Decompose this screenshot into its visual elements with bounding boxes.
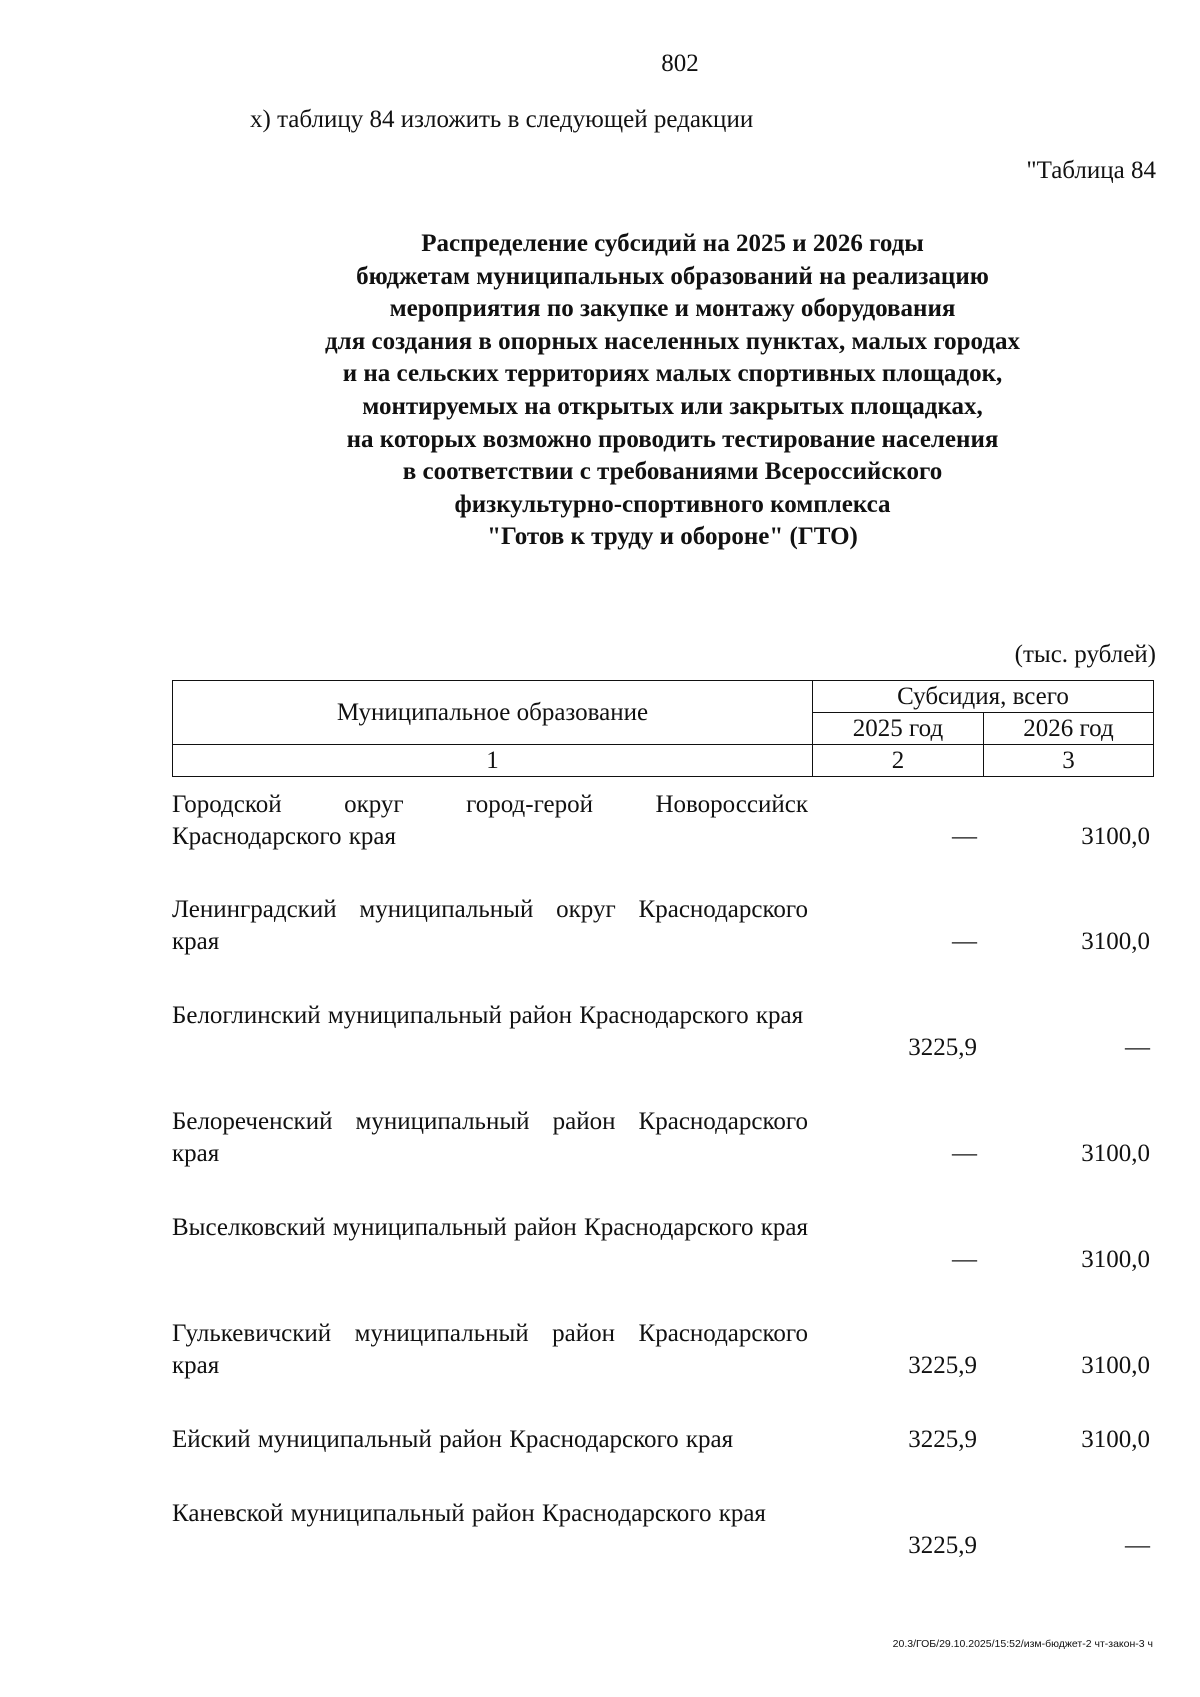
table-row bbox=[172, 1498, 1154, 1562]
heading-line: "Готов к труду и обороне" (ГТО) bbox=[487, 523, 858, 551]
table-body bbox=[172, 789, 1154, 1562]
row-municipality: Гулькевичский муниципальный район Краснодарского края bbox=[172, 1320, 808, 1379]
row-municipality: Ленинградский муниципальный округ Краснодарского края bbox=[172, 896, 808, 955]
header-num-2: 2 bbox=[813, 745, 984, 777]
heading-line: бюджетам муниципальных образований на реализацию bbox=[356, 262, 989, 290]
heading-line: монтируемых на открытых или закрытых площадках, bbox=[362, 392, 983, 420]
units-label: (тыс. рублей) bbox=[1014, 641, 1156, 668]
row-value-2026: 3100,0 bbox=[1081, 928, 1150, 955]
row-value-2025: — bbox=[952, 1140, 977, 1167]
row-value-2025: 3225,9 bbox=[908, 1426, 977, 1453]
row-value-2026: 3100,0 bbox=[1081, 823, 1150, 850]
header-subsidy: Субсидия, всего bbox=[813, 681, 1154, 713]
table-header bbox=[172, 680, 1154, 777]
row-value-2026: — bbox=[1125, 1532, 1150, 1559]
header-num-1: 1 bbox=[173, 745, 813, 777]
header-municipality: Муниципальное образование bbox=[173, 681, 813, 745]
row-value-2025: 3225,9 bbox=[908, 1034, 977, 1061]
row-value-2025: — bbox=[952, 1246, 977, 1273]
header-num-3: 3 bbox=[984, 745, 1154, 777]
table-heading bbox=[0, 228, 1200, 554]
row-municipality: Выселковский муниципальный район Краснодарского края bbox=[172, 1214, 808, 1241]
heading-line: в соответствии с требованиями Всероссийского bbox=[402, 458, 943, 486]
row-value-2025: — bbox=[952, 823, 977, 850]
row-value-2026: 3100,0 bbox=[1081, 1140, 1150, 1167]
table-row bbox=[172, 894, 1154, 958]
row-municipality: Белореченский муниципальный район Краснодарского края bbox=[172, 1108, 808, 1167]
header-2025: 2025 год bbox=[813, 713, 984, 745]
table-label: "Таблица 84 bbox=[1026, 157, 1156, 184]
footer-code: 20.3/ГОБ/29.10.2025/15:52/изм-бюджет-2 чт-закон-3 ч bbox=[892, 1638, 1153, 1650]
table-row bbox=[172, 1106, 1154, 1170]
row-municipality: Белоглинский муниципальный район Краснодарского края bbox=[172, 1002, 804, 1029]
heading-line: на которых возможно проводить тестирование населения bbox=[346, 425, 999, 453]
table-row bbox=[172, 1424, 1154, 1456]
row-municipality: Каневской муниципальный район Краснодарского края bbox=[172, 1500, 766, 1527]
table-row bbox=[172, 1000, 1154, 1064]
table-row bbox=[172, 1212, 1154, 1276]
row-municipality: Городской округ город-герой Новороссийск Краснодарского края bbox=[172, 791, 808, 850]
page-number: 802 bbox=[661, 50, 699, 77]
heading-line: Распределение субсидий на 2025 и 2026 годы bbox=[421, 230, 924, 257]
row-value-2026: 3100,0 bbox=[1081, 1352, 1150, 1379]
header-2026: 2026 год bbox=[984, 713, 1154, 745]
row-value-2026: 3100,0 bbox=[1081, 1426, 1150, 1453]
row-value-2026: 3100,0 bbox=[1081, 1246, 1150, 1273]
row-value-2025: 3225,9 bbox=[908, 1532, 977, 1559]
heading-line: и на сельских территориях малых спортивных площадок, bbox=[342, 360, 1003, 388]
row-value-2025: — bbox=[952, 928, 977, 955]
heading-line: для создания в опорных населенных пунктах, малых городах bbox=[325, 327, 1020, 355]
table-row bbox=[172, 789, 1154, 853]
intro-text: х) таблицу 84 изложить в следующей редакции bbox=[250, 106, 754, 133]
heading-line: физкультурно-спортивного комплекса bbox=[454, 490, 891, 518]
row-municipality: Ейский муниципальный район Краснодарского края bbox=[172, 1426, 734, 1453]
heading-line: мероприятия по закупке и монтажу оборудования bbox=[389, 295, 956, 323]
row-value-2026: — bbox=[1125, 1034, 1150, 1061]
row-value-2025: 3225,9 bbox=[908, 1352, 977, 1379]
table-row bbox=[172, 1318, 1154, 1382]
